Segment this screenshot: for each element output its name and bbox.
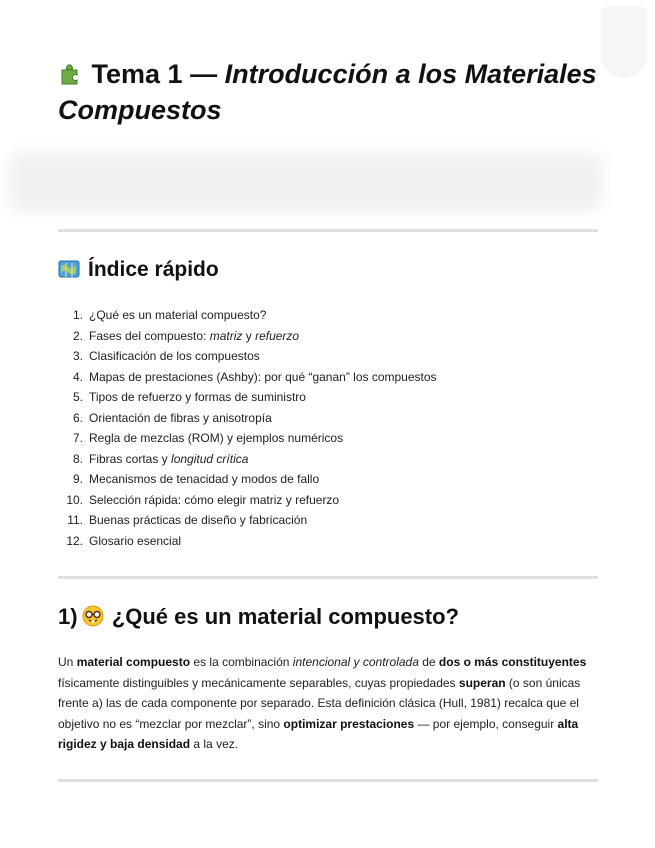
title-prefix: Tema 1 — [91, 59, 225, 89]
corner-smudge [601, 6, 647, 78]
index-item [58, 305, 598, 326]
index-heading-text: Índice rápido [88, 258, 219, 281]
index-item-text: Clasificación de los compuestos [89, 349, 260, 363]
index-item [58, 469, 598, 490]
section-1-title: ¿Qué es un material compuesto? [111, 604, 459, 629]
index-item-number: 10. [66, 492, 83, 507]
section-1-heading [58, 604, 598, 633]
index-item-text: Glosario esencial [89, 533, 182, 548]
title-emphasis: Introducción a los Materiales Compuestos [58, 59, 597, 125]
index-item [58, 408, 598, 429]
index-item [58, 326, 598, 347]
index-item [58, 428, 598, 449]
index-item-number: 5. [72, 390, 83, 404]
index-item-number: 4. [72, 369, 83, 384]
index-item-text: Orientación de fibras y anisotropía [89, 410, 272, 425]
index-item-number: 6. [72, 410, 83, 425]
blurred-subtitle [8, 152, 603, 212]
divider [58, 576, 598, 579]
puzzle-icon [58, 60, 84, 94]
index-item-text: Regla de mezclas (ROM) y ejemplos numéricos [89, 431, 344, 445]
index-item-number: 8. [72, 451, 83, 466]
index-item-number: 2. [72, 328, 83, 343]
index-item-text: Fibras cortas y longitud crítica [89, 451, 249, 466]
index-item-number: 12. [66, 533, 83, 548]
index-item-text: Mapas de prestaciones (Ashby): por qué “ganan” los compuestos [89, 369, 437, 384]
index-item-text: Buenas prácticas de diseño y fabricación [89, 513, 308, 527]
page-title [58, 58, 598, 127]
index-item-text: Selección rápida: cómo elegir matriz y refuerzo [89, 492, 340, 507]
index-item [58, 449, 598, 470]
index-item [58, 367, 598, 388]
index-list [58, 305, 598, 551]
section-1-paragraph: Un material compuesto es la combinación intencional y controlada de dos o más constituyentes físicamente distinguibles y mecánicamente separables, cuyas propiedades superan (o son únicas frente a) las de cada componente por separado. Esta definición clásica (Hull, 1981) recalca que el objetivo no es “mezclar por mezclar”, sino optimizar prestaciones — por ejemplo, conseguir alta rigidez y baja densidad a la vez. [58, 655, 587, 752]
index-item [58, 346, 598, 367]
map-icon [58, 259, 80, 286]
index-item-number: 1. [72, 308, 83, 322]
index-item-number: 7. [72, 431, 83, 445]
index-item-number: 3. [72, 349, 83, 363]
index-item-number: 11. [67, 513, 83, 527]
divider [58, 229, 598, 232]
section-number: 1) [58, 604, 78, 629]
divider [58, 779, 598, 782]
index-heading [58, 257, 598, 286]
index-item [58, 510, 598, 531]
index-item [58, 387, 598, 408]
index-item-text: Tipos de refuerzo y formas de suministro [89, 390, 306, 404]
index-item-number: 9. [72, 472, 83, 486]
nerd-face-icon [82, 605, 104, 633]
index-item-text: ¿Qué es un material compuesto? [89, 308, 267, 322]
index-item [58, 531, 598, 552]
index-item-text: Mecanismos de tenacidad y modos de fallo [89, 472, 320, 486]
index-item-text: Fases del compuesto: matriz y refuerzo [89, 328, 300, 343]
index-item [58, 490, 598, 511]
